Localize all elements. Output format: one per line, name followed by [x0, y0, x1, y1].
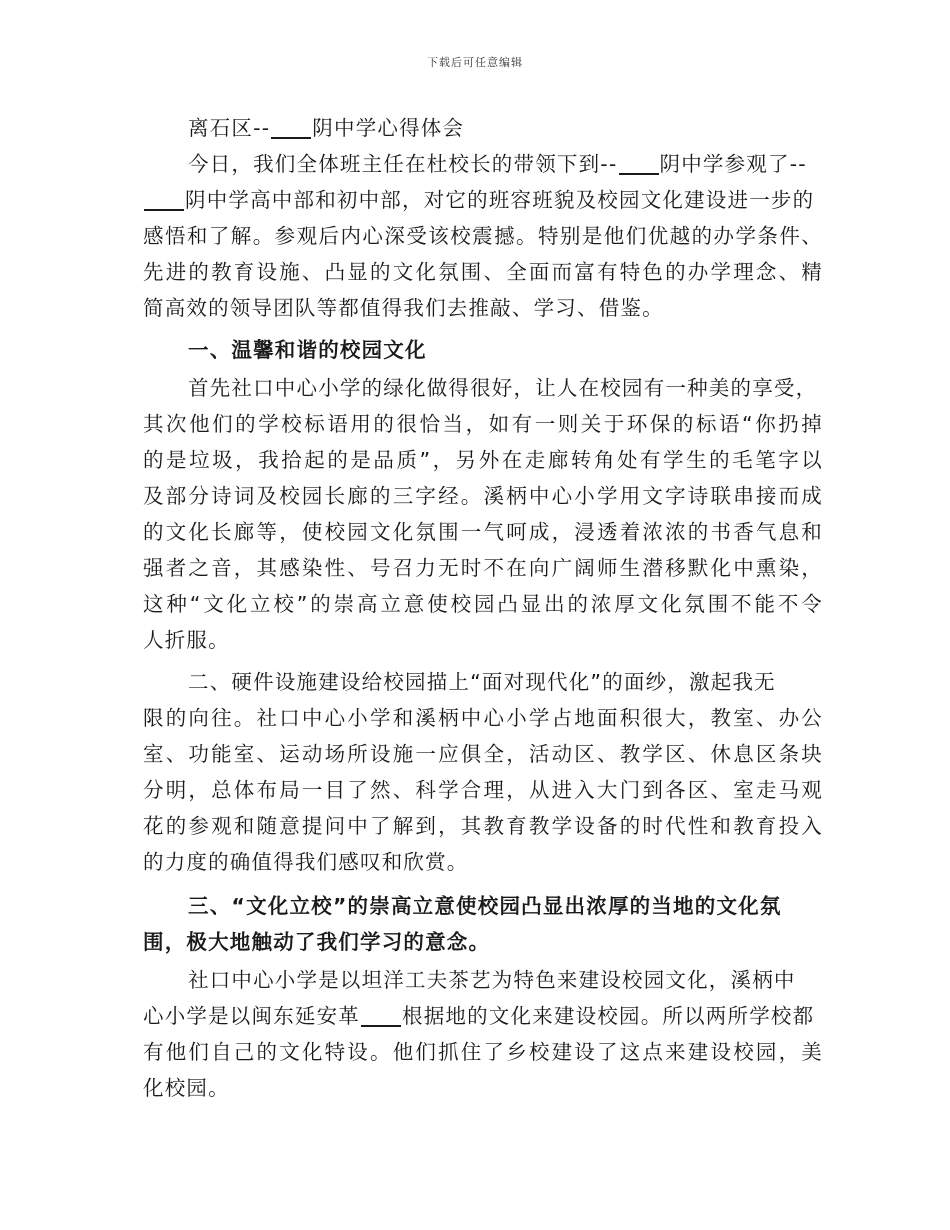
section2-line: 花的参观和随意提问中了解到，其教育教学设备的时代性和教育投入 [143, 814, 823, 838]
section1-line: 的是垃圾，我拾起的是品质”，另外在走廊转角处有学生的毛笔字以 [143, 448, 823, 472]
title-suffix: 阴中学心得体会 [312, 116, 465, 140]
section2-line: 二、硬件设施建设给校园描上“面对现代化”的面纱，激起我无 [188, 670, 776, 694]
section1-heading: 一、温馨和谐的校园文化 [188, 338, 427, 362]
section3-heading-line-2: 围，极大地触动了我们学习的意念。 [143, 930, 491, 954]
section3-heading-line-1: 三、“文化立校”的崇高立意使校园凸显出浓厚的当地的文化氛 [188, 894, 782, 918]
blank-underline [144, 209, 184, 211]
title-prefix: 离石区-- [188, 116, 271, 140]
section3-text: 根据地的文化来建设校园。所以两所学校都 [402, 1004, 815, 1028]
intro-text: 阴中学高中部和初中部，对它的班容班貌及校园文化建设进一步的 [185, 188, 815, 212]
section3-line: 社口中心小学是以坦洋工夫茶艺为特色来建设校园文化，溪柄中 [188, 968, 796, 992]
section1-line: 首先社口中心小学的绿化做得很好，让人在校园有一种美的享受， [188, 376, 818, 400]
section3-line: 有他们自己的文化特设。他们抓住了乡校建设了这点来建设校园，美 [143, 1040, 823, 1064]
intro-line-5: 简高效的领导团队等都值得我们去推敲、学习、借鉴。 [143, 296, 664, 320]
section3-text: 心小学是以闽东延安革 [143, 1004, 360, 1028]
section2-line: 限的向往。社口中心小学和溪柄中心小学占地面积很大，教室、办公 [143, 706, 823, 730]
section1-line: 这种“文化立校”的崇高立意使校园凸显出的浓厚文化氛围不能不令 [143, 592, 823, 616]
section1-line: 强者之音，其感染性、号召力无时不在向广阔师生潜移默化中熏染， [143, 556, 823, 580]
intro-line-3: 感悟和了解。参观后内心深受该校震撼。特别是他们优越的办学条件、 [143, 224, 823, 248]
blank-underline [271, 137, 311, 139]
section1-line: 人折服。 [143, 628, 230, 652]
document-title [188, 110, 868, 146]
section2-line: 的力度的确值得我们感叹和欣赏。 [143, 850, 469, 874]
intro-line-2 [143, 182, 823, 218]
intro-text: 今日，我们全体班主任在杜校长的带领下到-- [188, 152, 618, 176]
section1-line: 其次他们的学校标语用的很恰当，如有一则关于环保的标语“你扔掉 [143, 412, 823, 436]
section2-line: 分明，总体布局一目了然、科学合理，从进入大门到各区、室走马观 [143, 778, 823, 802]
section2-line: 室、功能室、运动场所设施一应俱全，活动区、教学区、休息区条块 [143, 742, 823, 766]
section1-line: 及部分诗词及校园长廊的三字经。溪柄中心小学用文字诗联串接而成 [143, 484, 823, 508]
section1-line: 的文化长廊等，使校园文化氛围一气呵成，浸透着浓浓的书香气息和 [143, 520, 823, 544]
section3-line: 化校园。 [143, 1076, 230, 1100]
intro-text: 阴中学参观了-- [659, 152, 807, 176]
intro-line-1 [188, 146, 868, 182]
blank-underline [361, 1025, 401, 1027]
intro-line-4: 先进的教育设施、凸显的文化氛围、全面而富有特色的办学理念、精 [143, 260, 823, 284]
section3-line [143, 998, 823, 1034]
header-note: 下载后可任意编辑 [427, 56, 523, 69]
blank-underline [619, 173, 659, 175]
